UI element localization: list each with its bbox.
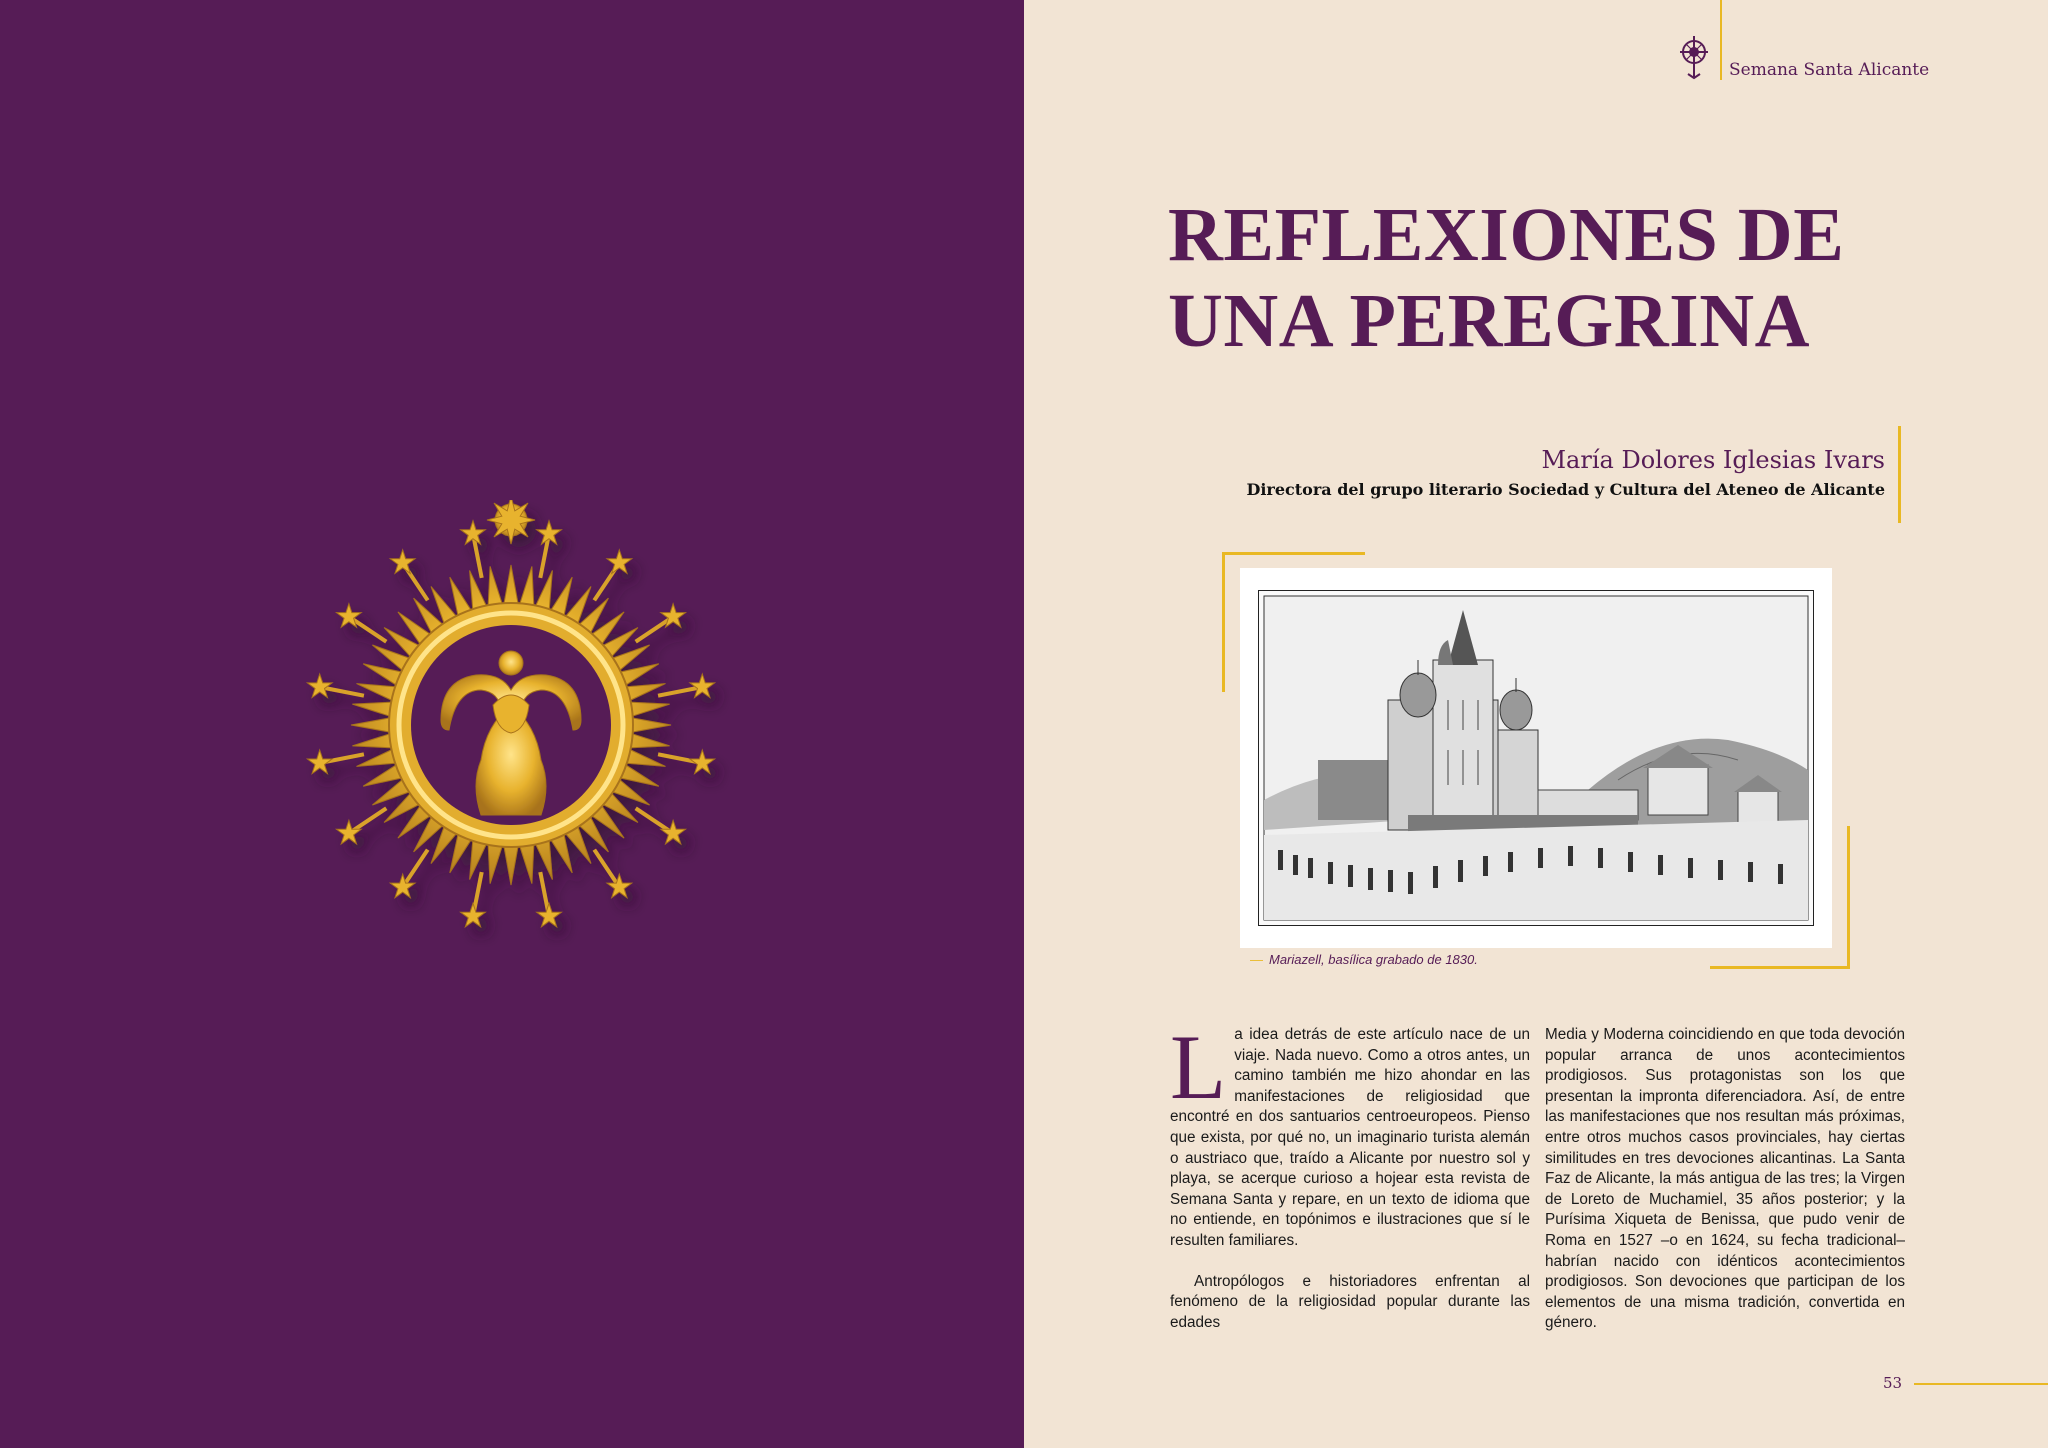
title-line-2: UNA PEREGRINA xyxy=(1168,279,1810,363)
page-number: 53 xyxy=(1883,1374,1903,1392)
author-role: Directora del grupo literario Sociedad y Cultura del Ateneo de Alicante xyxy=(1246,480,1885,499)
photo-caption: — Mariazell, basílica grabado de 1830. xyxy=(1250,952,1478,967)
page-number-rule xyxy=(1914,1383,2048,1385)
paragraph-1-text: a idea detrás de este artículo nace de un viaje. Nada nuevo. Como a otros antes, un camino también me hizo ahondar en las manifestaciones de religiosidad que encontré en dos santuarios centroeuropeos. Pienso que exista, por qué no, un imaginario turista alemán o austriaco que, traído a Alicante por nuestro sol y playa, se acerque curioso a hojear esta revista de Semana Santa y repare, en un texto de idioma que no entiende, en topónimos e ilustraciones que sí le resulten familiares. xyxy=(1170,1026,1530,1249)
author-name: María Dolores Iglesias Ivars xyxy=(1541,446,1885,474)
paragraph-2: Antropólogos e historiadores enfrentan al fenómeno de la religiosidad popular durante las edades xyxy=(1170,1272,1530,1331)
article-title xyxy=(1168,192,1844,364)
body-column-1 xyxy=(1170,1016,1530,1333)
author-accent-bar xyxy=(1898,426,1901,523)
basilica-engraving-image xyxy=(1258,590,1814,926)
title-line-1: REFLEXIONES DE xyxy=(1168,193,1845,277)
paragraph-1 xyxy=(1170,1016,1530,1252)
paragraph-3: Media y Moderna coincidiendo en que toda devoción popular arranca de unos acontecimientos prodigiosos. Sus protagonistas son los que presentan la impronta diferenciadora. Así, de entre las manifestaciones que nos resultan más próximas, entre otros muchos casos provinciales, hay ciertas similitudes en tres devociones alicantinas. La Santa Faz de Alicante, la más antigua de las tres; la Virgen de Loreto de Muchamiel, 35 años posterior; y la Purísima Xiqueta de Benissa, que pudo venir de Roma en 1527 –o en 1624, su fecha tradicional– habrían nacido con idénticos acontecimientos prodigiosos. Son devociones que participan de los elementos de una misma tradición, convertida en género. xyxy=(1545,1026,1905,1332)
header-divider xyxy=(1720,0,1722,80)
body-column-2 xyxy=(1545,1025,1905,1334)
photo-caption-text: Mariazell, basílica grabado de 1830. xyxy=(1269,952,1478,967)
cross-emblem-icon xyxy=(1676,34,1712,80)
engraving-photo xyxy=(1240,568,1832,948)
drop-cap: L xyxy=(1170,1016,1227,1118)
magazine-name: Semana Santa Alicante xyxy=(1729,60,1930,80)
golden-crown-halo-image xyxy=(286,500,736,950)
